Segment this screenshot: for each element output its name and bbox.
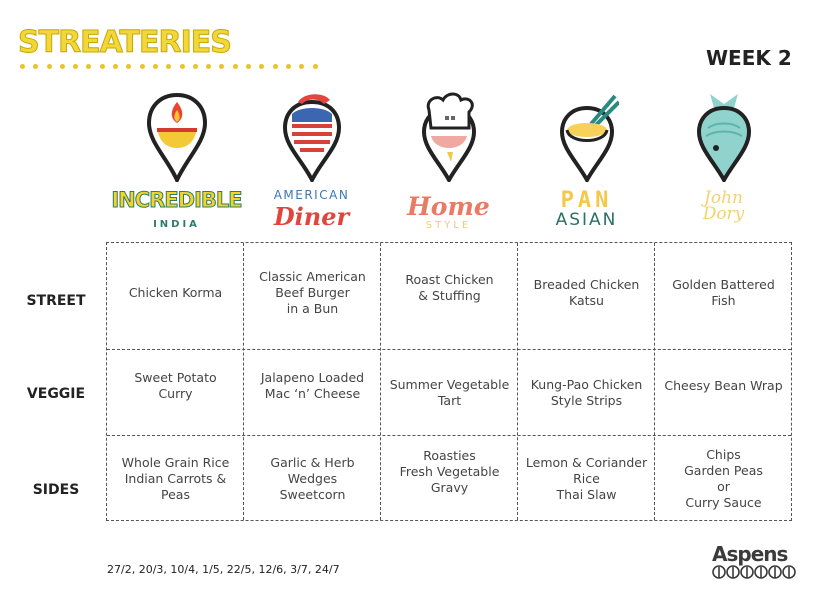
brand-title: STREATERIES [18, 25, 231, 60]
menu-cell: Lemon & Coriander Rice Thai Slaw [525, 455, 648, 502]
row-label-veggie: VEGGIE [26, 386, 86, 402]
menu-cell: Chips Garden Peas or Curry Sauce [684, 447, 763, 510]
menu-grid [106, 242, 792, 521]
serving-dates: 27/2, 20/3, 10/4, 1/5, 22/5, 12/6, 3/7, 24/7 [107, 563, 340, 576]
logo-line1: Home [407, 192, 490, 221]
menu-cell: Roast Chicken & Stuffing [405, 272, 494, 303]
company-name: Aspens [712, 542, 788, 566]
john-dory-logo [655, 92, 792, 232]
logo-line1: PAN [560, 188, 613, 213]
logo-line2: Diner [273, 202, 350, 231]
streateries-logo [18, 25, 231, 76]
logo-line2: INDIA [153, 219, 200, 230]
logo-line2: STYLE [425, 220, 472, 231]
home-style-logo [380, 92, 517, 232]
menu-cell: Whole Grain Rice Indian Carrots & Peas [121, 455, 230, 502]
logo-line1: AMERICAN [273, 188, 350, 202]
menu-cell: Jalapeno Loaded Mac ‘n’ Cheese [260, 370, 365, 401]
logo-line2: ASIAN [555, 210, 618, 230]
menu-cell: Chicken Korma [128, 285, 223, 300]
chef-hat-pin-icon [417, 92, 481, 182]
incredible-india-logo [108, 92, 245, 232]
noodle-bowl-pin-icon [555, 92, 619, 182]
logo-line1: INCREDIBLE [111, 188, 242, 212]
flag-pin-icon [280, 92, 344, 182]
row-label-sides: SIDES [32, 482, 80, 498]
fish-pin-icon [692, 92, 756, 182]
pan-asian-logo [518, 92, 655, 232]
menu-cell: Roasties Fresh Vegetable Gravy [399, 448, 500, 495]
row-label-street: STREET [26, 293, 86, 309]
curry-pin-icon [145, 92, 209, 182]
menu-cell: Kung-Pao Chicken Style Strips [530, 377, 643, 408]
menu-cell: Classic American Beef Burger in a Bun [259, 269, 366, 316]
logo-line2: Dory [702, 204, 745, 224]
menu-cell: Garlic & Herb Wedges Sweetcorn [270, 455, 355, 502]
menu-cell: Sweet Potato Curry [134, 370, 217, 401]
american-diner-logo [243, 92, 380, 232]
marquee-dots [20, 64, 318, 69]
tree-row-icon [712, 564, 796, 580]
menu-cell: Summer Vegetable Tart [389, 377, 510, 408]
menu-cell: Breaded Chicken Katsu [533, 277, 640, 308]
logo-line1: John [704, 188, 743, 208]
menu-cell: Cheesy Bean Wrap [664, 378, 783, 393]
aspens-logo [712, 544, 796, 584]
week-label: WEEK 2 [706, 46, 792, 70]
menu-cell: Golden Battered Fish [672, 277, 775, 308]
